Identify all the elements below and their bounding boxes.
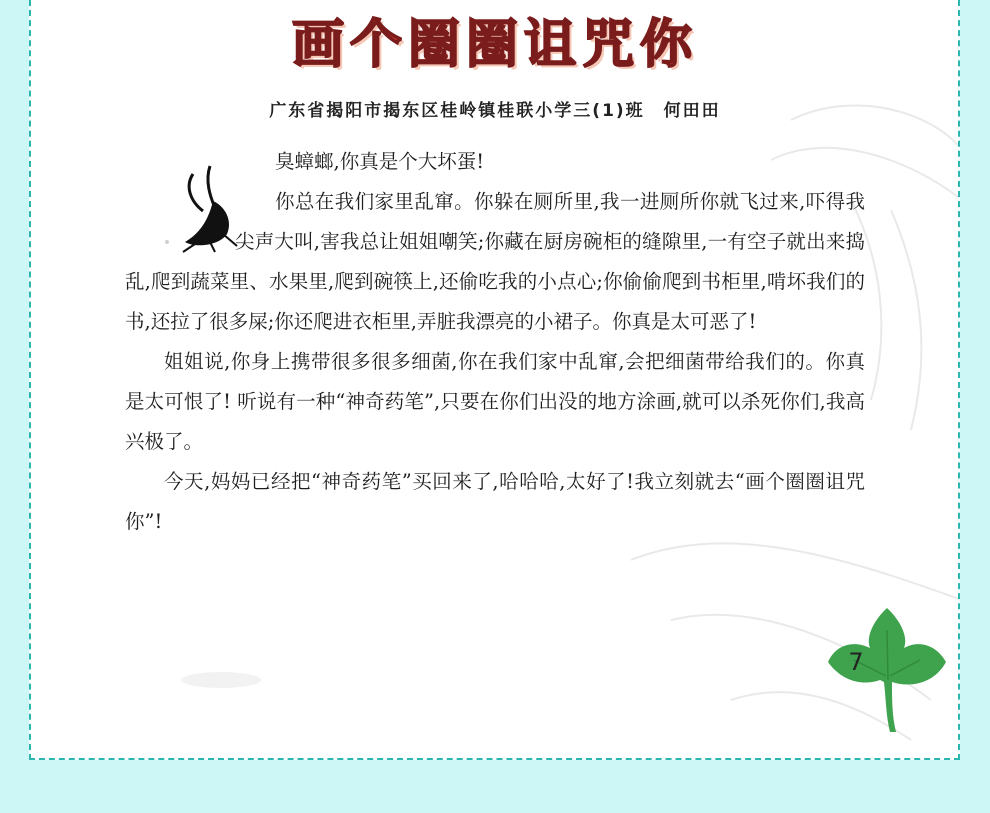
paragraph: 臭蟑螂,你真是个大坏蛋! bbox=[275, 150, 485, 173]
paragraph: 姐姐说,你身上携带很多很多细菌,你在我们家中乱窜,会把细菌带给我们的。你真是太可恨了! 听说有一种“神奇药笔”,只要在你们出没的地方涂画,就可以杀死你们,我高兴极了。 bbox=[125, 350, 865, 453]
illustration-spacer bbox=[125, 182, 235, 262]
author-byline: 广东省揭阳市揭东区桂岭镇桂联小学三(1)班 何田田 bbox=[269, 101, 721, 121]
paragraph bbox=[125, 182, 865, 342]
paragraph-text: 你总在我们家里乱窜。你躲在厕所里,我一进厕所你就飞过来,吓得我尖声大叫,害我总让姐姐嘲笑;你藏在厨房碗柜的缝隙里,一有空子就出来捣乱,爬到蔬菜里、水果里,爬到碗筷上,还偷吃我的小点心;你偷偷爬到书柜里,啃坏我们的书,还拉了很多屎;你还爬进衣柜里,弄脏我漂亮的小裙子。你真是太可恶了! bbox=[125, 190, 865, 333]
paragraph: 今天,妈妈已经把“神奇药笔”买回来了,哈哈哈,太好了!我立刻就去“画个圈圈诅咒你”! bbox=[125, 470, 865, 533]
article-title: 画个圈圈诅咒你 bbox=[291, 15, 698, 75]
article-body bbox=[125, 142, 865, 542]
page-number: 7 bbox=[848, 648, 864, 676]
